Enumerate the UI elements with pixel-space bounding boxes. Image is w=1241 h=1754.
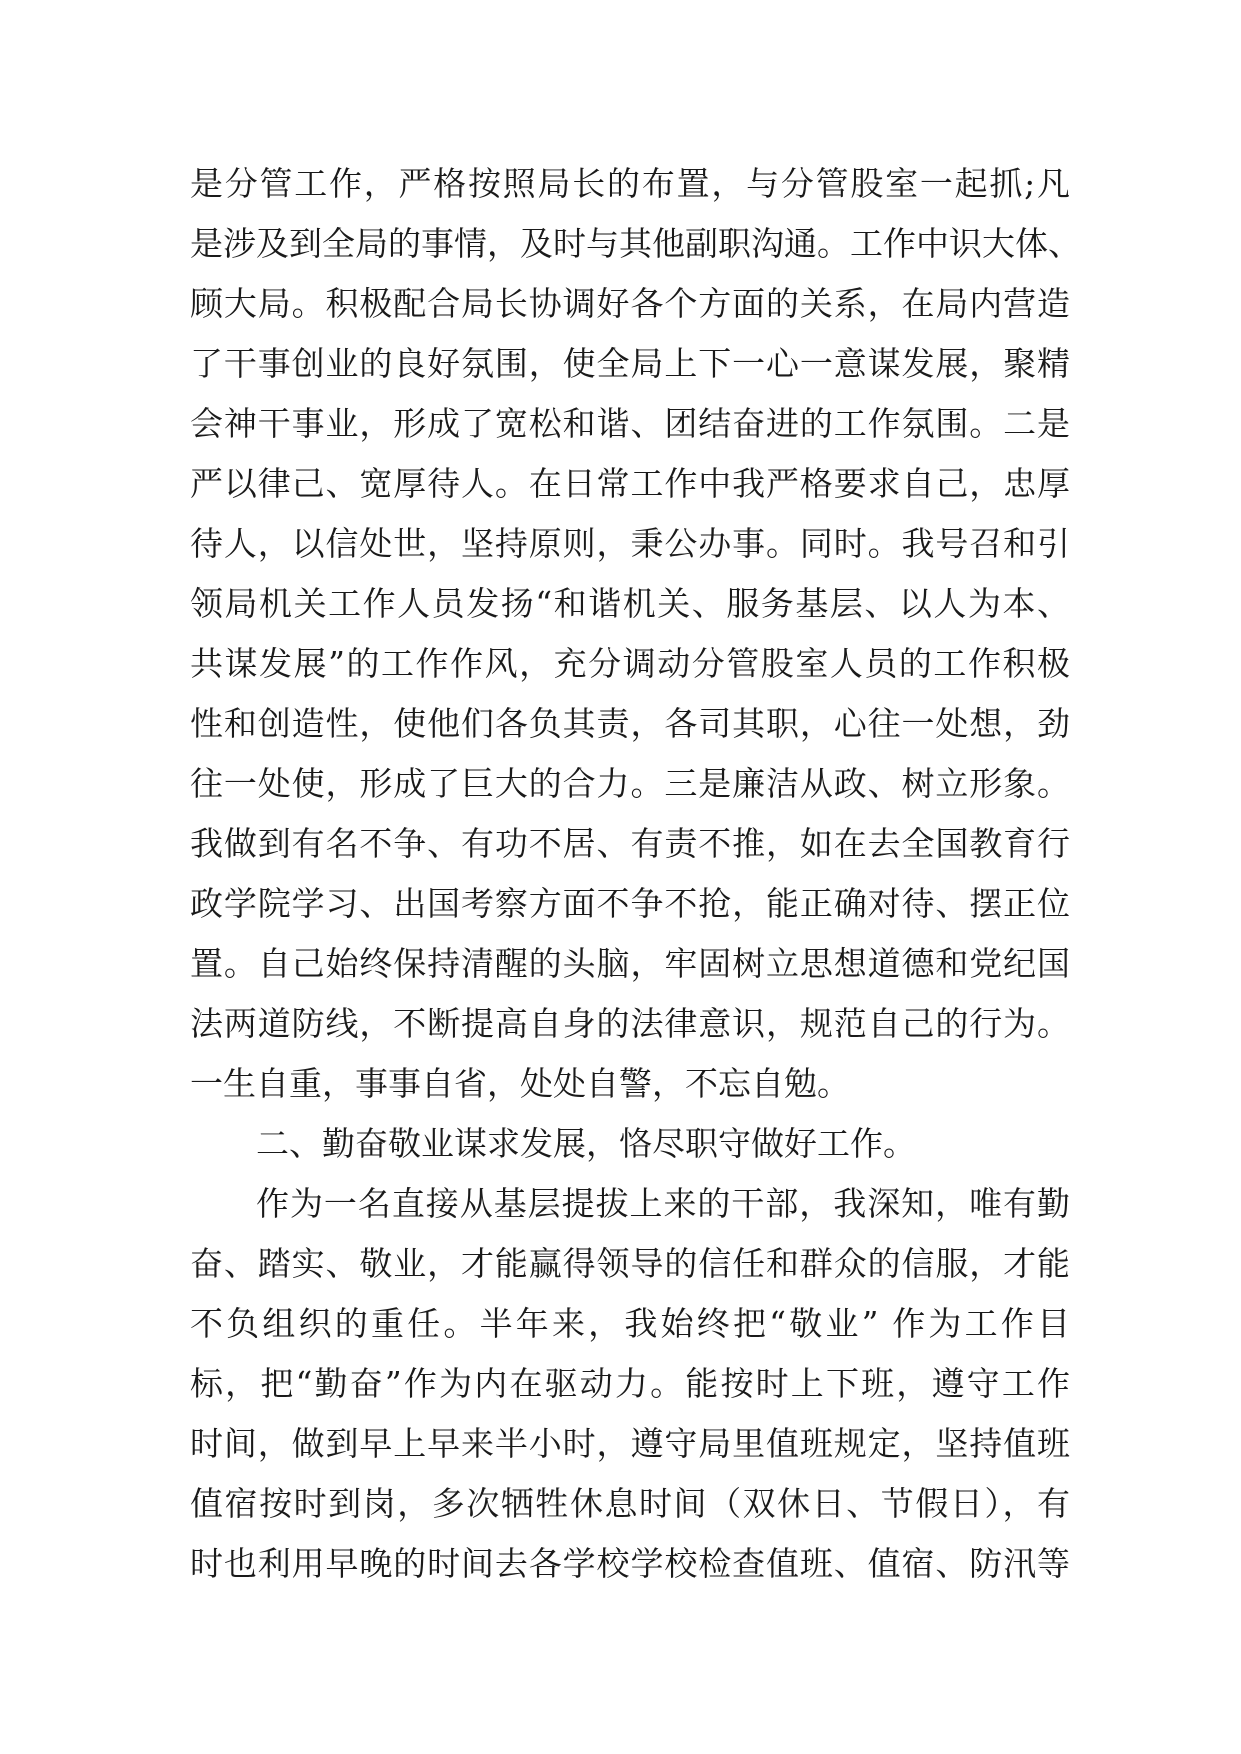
paragraph-line: 作为一名直接从基层提拔上来的干部，我深知，唯有勤	[256, 1184, 1070, 1223]
paragraph-2	[190, 1174, 1070, 1594]
paragraph-1	[190, 154, 1081, 1114]
paragraph-line: 顾大局。积极配合局长协调好各个方面的关系，在局内营造	[190, 284, 1070, 323]
paragraph-line: 时也利用早晚的时间去各学校学校检查值班、值宿、防汛等	[190, 1544, 1070, 1583]
paragraph-line: 法两道防线，不断提高自身的法律意识，规范自己的行为。	[190, 1004, 1070, 1043]
paragraph-line: 一生自重，事事自省，处处自警，不忘自勉。	[190, 1064, 850, 1103]
paragraph-line: 领局机关工作人员发扬“和谐机关、服务基层、以人为本、	[190, 584, 1070, 623]
paragraph-line: 政学院学习、出国考察方面不争不抢，能正确对待、摆正位	[190, 884, 1070, 923]
paragraph-line: 往一处使，形成了巨大的合力。三是廉洁从政、树立形象。	[190, 764, 1070, 803]
paragraph-line: 严以律己、宽厚待人。在日常工作中我严格要求自己，忠厚	[190, 464, 1070, 503]
paragraph-line: 置。自己始终保持清醒的头脑，牢固树立思想道德和党纪国	[190, 944, 1070, 983]
paragraph-line: 时间，做到早上早来半小时，遵守局里值班规定，坚持值班	[190, 1424, 1070, 1463]
paragraph-line: 奋、踏实、敬业，才能赢得领导的信任和群众的信服，才能	[190, 1244, 1070, 1283]
paragraph-line: 不负组织的重任。半年来，我始终把“敬业” 作为工作目	[190, 1304, 1070, 1343]
paragraph-line: 了干事创业的良好氛围，使全局上下一心一意谋发展，聚精	[190, 344, 1070, 383]
paragraph-line: 标，把“勤奋”作为内在驱动力。能按时上下班，遵守工作	[190, 1364, 1070, 1403]
paragraph-line: 待人，以信处世，坚持原则，秉公办事。同时。我号召和引	[190, 524, 1070, 563]
paragraph-line: 值宿按时到岗，多次牺牲休息时间（双休日、节假日），有	[190, 1484, 1070, 1523]
paragraph-line: 共谋发展”的工作作风，充分调动分管股室人员的工作积极	[190, 644, 1070, 683]
section-heading: 二、勤奋敬业谋求发展，恪尽职守做好工作。	[256, 1124, 916, 1163]
paragraph-line: 我做到有名不争、有功不居、有责不推，如在去全国教育行	[190, 824, 1070, 863]
paragraph-line: 是涉及到全局的事情，及时与其他副职沟通。工作中识大体、	[190, 224, 1081, 263]
document-body	[190, 154, 1081, 1594]
paragraph-line: 是分管工作，严格按照局长的布置，与分管股室一起抓;凡	[190, 164, 1070, 203]
paragraph-line: 会神干事业，形成了宽松和谐、团结奋进的工作氛围。二是	[190, 404, 1070, 443]
paragraph-line: 性和创造性，使他们各负其责，各司其职，心往一处想，劲	[190, 704, 1070, 743]
